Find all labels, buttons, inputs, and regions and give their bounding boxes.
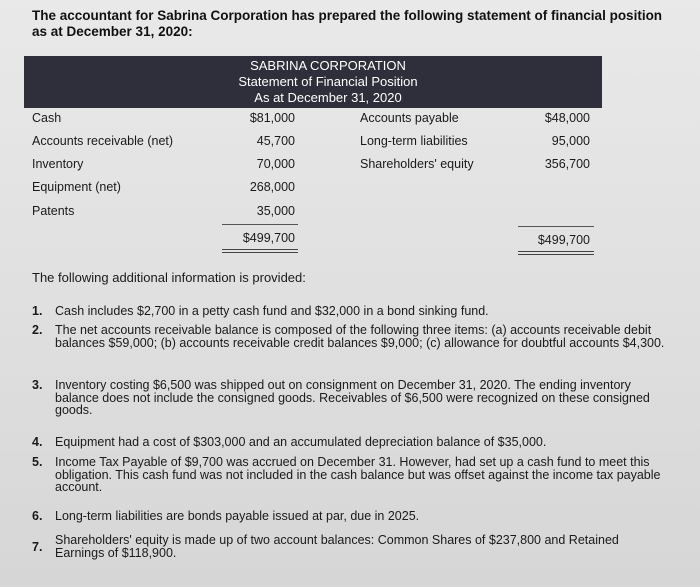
item-number: 3. <box>32 378 43 392</box>
item-number: 1. <box>32 304 43 318</box>
liability-label: Accounts payable <box>360 111 459 125</box>
item-text: Cash includes $2,700 in a petty cash fund and $32,000 in a bond sinking fund. <box>55 304 489 318</box>
asset-amount: $81,000 <box>249 111 295 125</box>
asset-label: Patents <box>32 204 75 218</box>
asset-amount: 268,000 <box>249 180 295 194</box>
asset-amount: 35,000 <box>256 204 295 218</box>
liab-total-double-rule <box>518 251 594 255</box>
item-text: Inventory costing $6,500 was shipped out on consignment on December 31, 2020. The ending inventory balance does not include the consigned goods. Receivables of $6,500 were recognized on these consigned goods. <box>55 378 650 417</box>
asset-amount: 70,000 <box>256 157 295 171</box>
problem-intro: The accountant for Sabrina Corporation has prepared the following statement of financial position as at December 31, 2020: <box>32 8 663 39</box>
item-text: Long-term liabilities are bonds payable issued at par, due in 2025. <box>55 509 420 523</box>
item-number: 6. <box>32 509 43 523</box>
liability-label: Shareholders' equity <box>360 157 474 171</box>
item-text: The net accounts receivable balance is composed of the following three items: (a) accounts receivable debit balances $59,000; (b) accounts receivable credit balances $9,000; (c) allowance for doubtful accounts $4,300. <box>55 323 665 350</box>
liab-subtotal-rule <box>518 226 594 227</box>
liability-amount: 95,000 <box>551 134 590 148</box>
asset-total-double-rule <box>222 249 298 253</box>
asset-label: Accounts receivable (net) <box>32 134 174 148</box>
asset-label: Inventory <box>32 157 84 171</box>
item-text: Income Tax Payable of $9,700 was accrued on December 31. However, had set up a cash fund to meet this obligation. This cash fund was not included in the cash balance but was offset against the income tax payable account. <box>55 455 661 494</box>
item-number: 2. <box>32 323 43 337</box>
item-text: Equipment had a cost of $303,000 and an accumulated depreciation balance of $35,000. <box>55 435 547 449</box>
liability-amount: 356,700 <box>544 157 590 171</box>
item-number: 7. <box>32 540 43 554</box>
additional-info-title: The following additional information is provided: <box>32 270 306 285</box>
item-text: Shareholders' equity is made up of two account balances: Common Shares of $237,800 and Retained Earnings of $118,900. <box>55 533 619 560</box>
item-number: 4. <box>32 435 43 449</box>
item-number: 5. <box>32 455 43 469</box>
asset-amount: 45,700 <box>256 134 295 148</box>
liability-amount: $48,000 <box>544 111 590 125</box>
liability-label: Long-term liabilities <box>360 134 468 148</box>
statement-header <box>24 56 602 108</box>
company-name: SABRINA CORPORATION <box>250 58 406 73</box>
asset-label: Equipment (net) <box>32 180 121 194</box>
liab-total: $499,700 <box>537 233 590 247</box>
asset-subtotal-rule <box>222 224 298 225</box>
statement-title: Statement of Financial Position <box>238 74 418 89</box>
asset-total: $499,700 <box>242 231 295 245</box>
asset-label: Cash <box>32 111 62 125</box>
statement-date: As at December 31, 2020 <box>254 90 402 105</box>
